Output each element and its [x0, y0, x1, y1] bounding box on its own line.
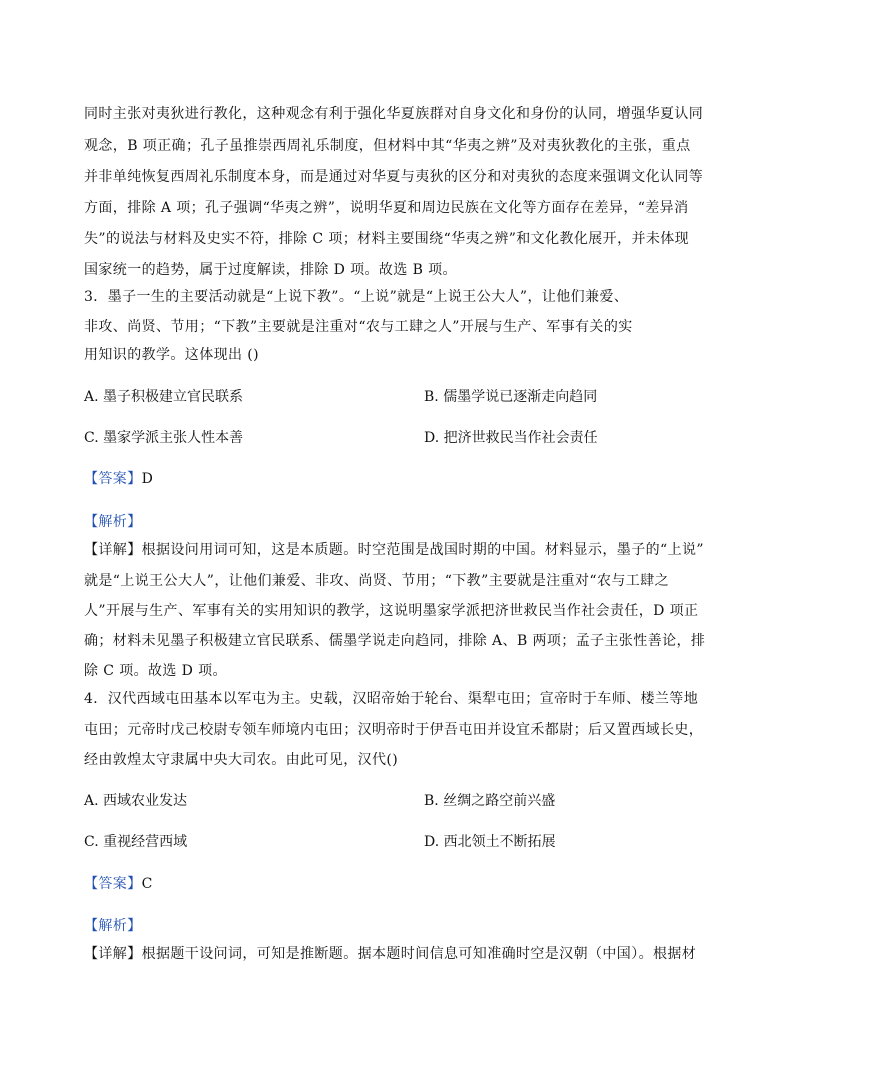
question-3-answer — [84, 469, 153, 489]
question-4-option-c: C. 重视经营西域 — [84, 834, 188, 850]
question-3-detail-line: 确；材料未见墨子积极建立官民联系、儒墨学说走向趋同，排除 A、B 两项；孟子主张性善论，排 — [84, 633, 706, 649]
answer-tag: 【答案】 — [84, 876, 142, 892]
document-page — [84, 0, 794, 1075]
paragraph-line: 并非单纯恢复西周礼乐制度本身，而是通过对华夏与夷狄的区分和对夷狄的态度来强调文化认同等 — [84, 169, 704, 185]
analysis-tag: 【解析】 — [84, 514, 142, 530]
paragraph-line: 方面，排除 A 项；孔子强调“华夷之辨”，说明华夏和周边民族在文化等方面存在差异，“差异消 — [84, 200, 689, 216]
detail-text: 根据题干设问词，可知是推断题。据本题时间信息可知准确时空是汉朝（中国）。根据材 — [141, 946, 697, 962]
question-3-option-c: C. 墨家学派主张人性本善 — [84, 430, 244, 446]
question-3-option-b: B. 儒墨学说已逐渐走向趋同 — [424, 389, 598, 405]
paragraph-line: 观念，B 项正确；孔子虽推崇西周礼乐制度，但材料中其“华夷之辨”及对夷狄教化的主张，重点 — [84, 138, 691, 154]
question-3-stem-line: 用知识的教学。这体现出 () — [84, 347, 259, 363]
answer-tag: 【答案】 — [84, 471, 142, 487]
paragraph-line: 同时主张对夷狄进行教化，这种观念有利于强化华夏族群对自身文化和身份的认同，增强华夏认同 — [84, 106, 704, 122]
question-4-answer — [84, 874, 153, 894]
question-3-option-a: A. 墨子积极建立官民联系 — [84, 389, 244, 405]
question-3-analysis-heading — [84, 512, 142, 532]
question-4-detail-line — [84, 944, 696, 964]
question-4-stem-line: 4．汉代西域屯田基本以军屯为主。史载，汉昭帝始于轮台、渠犁屯田；宣帝时于车师、楼兰等地 — [84, 691, 699, 707]
question-3-stem-line: 3．墨子一生的主要活动就是“上说下教”。“上说”就是“上说王公大人”，让他们兼爱、 — [84, 289, 629, 305]
paragraph-line: 国家统一的趋势，属于过度解读，排除 D 项。故选 B 项。 — [84, 262, 457, 278]
question-4-option-d: D. 西北领土不断拓展 — [424, 834, 556, 850]
question-4-option-a: A. 西域农业发达 — [84, 793, 188, 809]
paragraph-line: 失”的说法与材料及史实不符，排除 C 项；材料主要围绕“华夷之辨”和文化教化展开，并未体现 — [84, 231, 690, 247]
question-3-detail-line: 除 C 项。故选 D 项。 — [84, 663, 227, 679]
question-4-option-b: B. 丝绸之路空前兴盛 — [424, 793, 556, 809]
question-3-detail-line: 人”开展与生产、军事有关的实用知识的教学，这说明墨家学派把济世救民当作社会责任，D 项正 — [84, 603, 699, 619]
question-3-detail-line: 就是“上说王公大人”，让他们兼爱、非攻、尚贤、节用；“下教”主要就是注重对“农与工肆之 — [84, 573, 669, 589]
detail-text: 根据设问用词可知，这是本质题。时空范围是战国时期的中国。材料显示，墨子的“上说” — [141, 542, 704, 558]
detail-tag: 【详解】 — [84, 542, 142, 558]
question-3-option-d: D. 把济世救民当作社会责任 — [424, 430, 598, 446]
analysis-tag: 【解析】 — [84, 918, 142, 934]
answer-value: D — [141, 471, 154, 487]
question-3-stem-line: 非攻、尚贤、节用；“下教”主要就是注重对“农与工肆之人”开展与生产、军事有关的实 — [84, 319, 633, 335]
answer-value: C — [141, 876, 153, 892]
question-3-detail-line — [84, 540, 704, 560]
question-4-stem-line: 经由敦煌太守隶属中央大司农。由此可见，汉代() — [84, 752, 399, 768]
question-4-stem-line: 屯田；元帝时戊己校尉专领车师境内屯田；汉明帝时于伊吾屯田并设宜禾都尉；后又置西域长史， — [84, 722, 704, 738]
detail-tag: 【详解】 — [84, 946, 142, 962]
question-4-analysis-heading — [84, 916, 142, 936]
